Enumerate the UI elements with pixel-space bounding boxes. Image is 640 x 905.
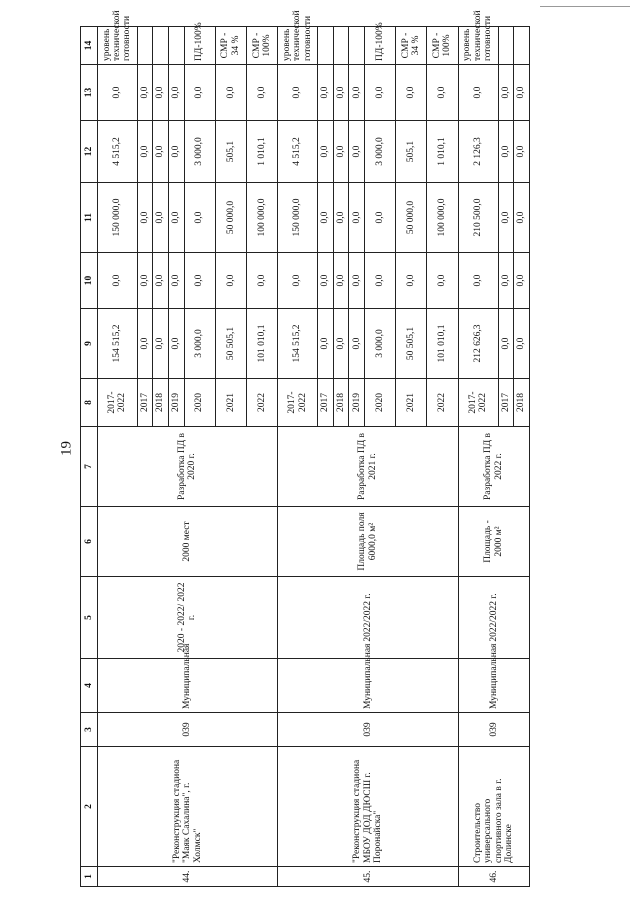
column-header: 12	[81, 121, 98, 183]
cell-c12: 3 000,0	[365, 121, 396, 183]
cell-c9: 101 010,1	[246, 309, 277, 379]
cell-c13: 0,0	[215, 65, 246, 121]
cell-c9: 0,0	[153, 309, 169, 379]
project-design-note: Разработка ПД в 2022 г.	[458, 427, 529, 507]
project-row	[278, 27, 318, 887]
project-code: 039	[278, 713, 458, 747]
project-name: Строительство универсального спортивного зала в г. Долинске	[458, 747, 529, 867]
cell-c12: 3 000,0	[184, 121, 215, 183]
cell-c9: 0,0	[333, 309, 349, 379]
project-period: 2022/2022 г.	[278, 577, 458, 659]
cell-c14	[137, 27, 153, 65]
project-name: "Реконструкция стадиона МБОУ ДОД ДЮСШ г. Поронайска"	[278, 747, 458, 867]
project-period: 2022/2022 г.	[458, 577, 529, 659]
total-c11: 150 000,0	[97, 183, 137, 253]
cell-c13: 0,0	[498, 65, 514, 121]
cell-c11: 100 000,0	[427, 183, 458, 253]
total-c14: уровень технической готовности	[458, 27, 498, 65]
project-capacity: 2000 мест	[97, 507, 277, 577]
total-years: 2017-2022	[97, 379, 137, 427]
cell-c10: 0,0	[318, 253, 334, 309]
cell-c9: 0,0	[318, 309, 334, 379]
cell-year: 2020	[365, 379, 396, 427]
cell-year: 2019	[168, 379, 184, 427]
total-c12: 4 515,2	[278, 121, 318, 183]
cell-c14: СМР - 100%	[246, 27, 277, 65]
total-years: 2017-2022	[278, 379, 318, 427]
cell-c10: 0,0	[168, 253, 184, 309]
cell-c13: 0,0	[514, 65, 530, 121]
project-design-note: Разработка ПД в 2020 г.	[97, 427, 277, 507]
cell-c10: 0,0	[153, 253, 169, 309]
cell-c12: 505,1	[215, 121, 246, 183]
cell-c11: 0,0	[137, 183, 153, 253]
project-code: 039	[458, 713, 529, 747]
total-c13: 0,0	[278, 65, 318, 121]
cell-c14: СМР - 100%	[427, 27, 458, 65]
cell-year: 2018	[514, 379, 530, 427]
cell-c12: 0,0	[168, 121, 184, 183]
cell-c12: 0,0	[153, 121, 169, 183]
column-header: 10	[81, 253, 98, 309]
column-header: 7	[81, 427, 98, 507]
cell-c14	[333, 27, 349, 65]
cell-c13: 0,0	[349, 65, 365, 121]
cell-c11: 0,0	[514, 183, 530, 253]
cell-c9: 50 505,1	[396, 309, 427, 379]
cell-c12: 0,0	[137, 121, 153, 183]
cell-c10: 0,0	[333, 253, 349, 309]
cell-c9: 0,0	[498, 309, 514, 379]
total-c9: 154 515,2	[97, 309, 137, 379]
column-header: 3	[81, 713, 98, 747]
cell-c10: 0,0	[349, 253, 365, 309]
page-number: 19	[58, 441, 75, 456]
column-header: 13	[81, 65, 98, 121]
cell-c13: 0,0	[333, 65, 349, 121]
project-code: 039	[97, 713, 277, 747]
cell-c9: 50 505,1	[215, 309, 246, 379]
column-header: 8	[81, 379, 98, 427]
total-c9: 212 626,3	[458, 309, 498, 379]
project-number: 45.	[278, 867, 458, 887]
column-header: 14	[81, 27, 98, 65]
cell-year: 2017	[137, 379, 153, 427]
cell-c13: 0,0	[168, 65, 184, 121]
cell-c12: 0,0	[333, 121, 349, 183]
cell-c14: СМР - 34 %	[215, 27, 246, 65]
cell-c11: 50 000,0	[396, 183, 427, 253]
column-header: 2	[81, 747, 98, 867]
cell-c11: 0,0	[153, 183, 169, 253]
cell-c10: 0,0	[184, 253, 215, 309]
total-c14: уровень технической готовности	[278, 27, 318, 65]
column-header: 9	[81, 309, 98, 379]
total-c13: 0,0	[458, 65, 498, 121]
cell-c10: 0,0	[498, 253, 514, 309]
cell-c14	[514, 27, 530, 65]
project-period: 2020 - 2022/ 2022 г.	[97, 577, 277, 659]
cell-year: 2018	[333, 379, 349, 427]
cell-c10: 0,0	[246, 253, 277, 309]
cell-year: 2018	[153, 379, 169, 427]
total-c10: 0,0	[458, 253, 498, 309]
cell-c14: ПД-100%	[184, 27, 215, 65]
total-c9: 154 515,2	[278, 309, 318, 379]
column-header: 1	[81, 867, 98, 887]
total-c12: 2 126,3	[458, 121, 498, 183]
cell-c10: 0,0	[514, 253, 530, 309]
total-c10: 0,0	[278, 253, 318, 309]
cell-c14	[168, 27, 184, 65]
cell-year: 2021	[396, 379, 427, 427]
top-rule	[540, 6, 630, 7]
cell-year: 2022	[427, 379, 458, 427]
column-header: 4	[81, 659, 98, 713]
cell-c14	[349, 27, 365, 65]
cell-c10: 0,0	[137, 253, 153, 309]
cell-c11: 100 000,0	[246, 183, 277, 253]
project-row	[458, 27, 498, 887]
cell-c14: СМР - 34 %	[396, 27, 427, 65]
project-ownership: Муниципальная	[97, 659, 277, 713]
cell-c9: 0,0	[168, 309, 184, 379]
cell-c11: 0,0	[349, 183, 365, 253]
project-capacity: Площадь поля 6000,0 м²	[278, 507, 458, 577]
cell-c14	[153, 27, 169, 65]
cell-c11: 0,0	[333, 183, 349, 253]
cell-year: 2017	[318, 379, 334, 427]
cell-c9: 0,0	[137, 309, 153, 379]
cell-c13: 0,0	[427, 65, 458, 121]
total-c11: 210 500,0	[458, 183, 498, 253]
cell-c11: 0,0	[365, 183, 396, 253]
cell-c13: 0,0	[246, 65, 277, 121]
cell-c13: 0,0	[153, 65, 169, 121]
cell-year: 2020	[184, 379, 215, 427]
cell-c13: 0,0	[365, 65, 396, 121]
cell-c14: ПД-100%	[365, 27, 396, 65]
cell-c14	[498, 27, 514, 65]
cell-c12: 1 010,1	[246, 121, 277, 183]
cell-c10: 0,0	[365, 253, 396, 309]
cell-year: 2021	[215, 379, 246, 427]
total-c14: уровень технической готовности	[97, 27, 137, 65]
cell-c9: 0,0	[349, 309, 365, 379]
cell-c12: 0,0	[318, 121, 334, 183]
header-row	[81, 27, 98, 887]
cell-c13: 0,0	[137, 65, 153, 121]
cell-c10: 0,0	[215, 253, 246, 309]
rotated-table-container	[80, 10, 530, 887]
cell-c12: 0,0	[514, 121, 530, 183]
cell-c11: 0,0	[168, 183, 184, 253]
cell-year: 2019	[349, 379, 365, 427]
cell-c10: 0,0	[427, 253, 458, 309]
cell-c12: 1 010,1	[427, 121, 458, 183]
cell-c12: 0,0	[349, 121, 365, 183]
cell-c10: 0,0	[396, 253, 427, 309]
cell-c9: 3 000,0	[184, 309, 215, 379]
project-ownership: Муниципальная	[278, 659, 458, 713]
project-row	[97, 27, 137, 887]
project-capacity: Площадь - 2000 м²	[458, 507, 529, 577]
project-design-note: Разработка ПД в 2021 г.	[278, 427, 458, 507]
cell-c12: 505,1	[396, 121, 427, 183]
cell-c14	[318, 27, 334, 65]
cell-c13: 0,0	[318, 65, 334, 121]
cell-c11: 0,0	[498, 183, 514, 253]
cell-year: 2017	[498, 379, 514, 427]
cell-c13: 0,0	[184, 65, 215, 121]
cell-c12: 0,0	[498, 121, 514, 183]
project-ownership: Муниципальная	[458, 659, 529, 713]
column-header: 5	[81, 577, 98, 659]
project-number: 46.	[458, 867, 529, 887]
total-c13: 0,0	[97, 65, 137, 121]
cell-c13: 0,0	[396, 65, 427, 121]
total-years: 2017-2022	[458, 379, 498, 427]
total-c12: 4 515,2	[97, 121, 137, 183]
project-name: "Реконструкция стадиона "Маяк Сахалина", г. Холмск"	[97, 747, 277, 867]
cell-c9: 0,0	[514, 309, 530, 379]
project-number: 44.	[97, 867, 277, 887]
column-header: 11	[81, 183, 98, 253]
cell-c11: 50 000,0	[215, 183, 246, 253]
cell-c11: 0,0	[318, 183, 334, 253]
total-c10: 0,0	[97, 253, 137, 309]
total-c11: 150 000,0	[278, 183, 318, 253]
cell-c11: 0,0	[184, 183, 215, 253]
projects-table	[80, 10, 530, 887]
cell-c9: 3 000,0	[365, 309, 396, 379]
cell-year: 2022	[246, 379, 277, 427]
column-header: 6	[81, 507, 98, 577]
cell-c9: 101 010,1	[427, 309, 458, 379]
